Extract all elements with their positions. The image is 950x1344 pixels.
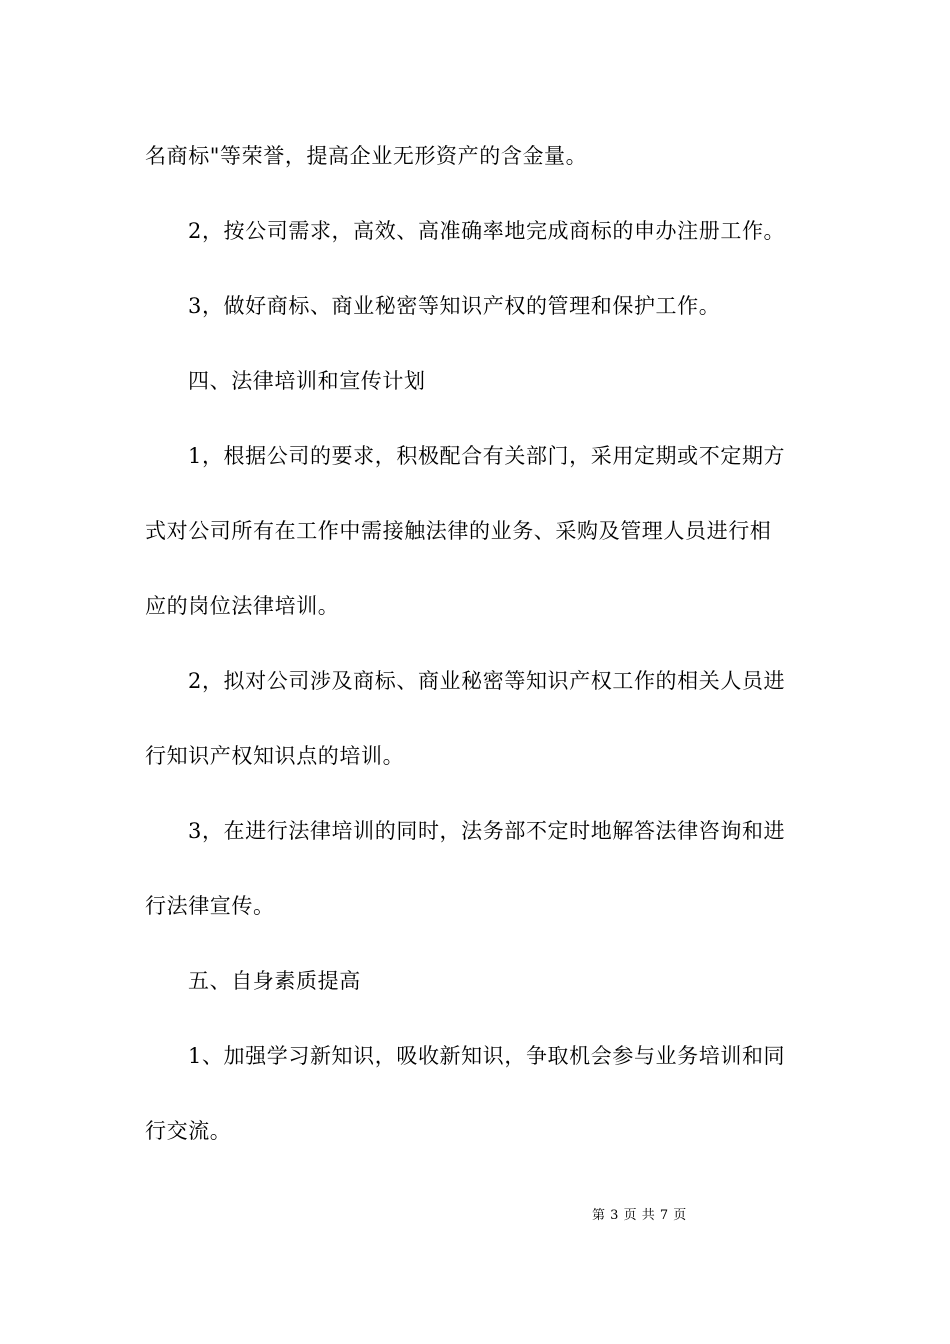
footer-prefix: 第 xyxy=(592,1208,606,1223)
text-line: 行知识产权知识点的培训。 xyxy=(145,744,405,768)
footer-mid: 页 共 xyxy=(623,1208,656,1223)
text-line: 行法律宣传。 xyxy=(145,894,275,918)
text-line: 行交流。 xyxy=(145,1119,232,1143)
footer-total-pages: 7 xyxy=(659,1208,669,1223)
page-number-footer xyxy=(592,1208,687,1224)
text-line: 2，按公司需求，高效、高准确率地完成商标的申办注册工作。 xyxy=(188,219,786,243)
text-line: 3，在进行法律培训的同时，法务部不定时地解答法律咨询和进 xyxy=(188,819,786,843)
text-line: 名商标"等荣誉，提高企业无形资产的含金量。 xyxy=(145,144,588,168)
section-heading: 四、法律培训和宣传计划 xyxy=(188,369,426,393)
footer-suffix: 页 xyxy=(673,1208,687,1223)
section-heading: 五、自身素质提高 xyxy=(188,969,361,993)
text-line: 2，拟对公司涉及商标、商业秘密等知识产权工作的相关人员进 xyxy=(188,669,786,693)
text-line: 1，根据公司的要求，积极配合有关部门，采用定期或不定期方 xyxy=(188,444,786,468)
text-line: 应的岗位法律培训。 xyxy=(145,594,340,618)
footer-current-page: 3 xyxy=(610,1208,619,1223)
text-line: 1、加强学习新知识，吸收新知识，争取机会参与业务培训和同 xyxy=(188,1044,786,1068)
text-line: 式对公司所有在工作中需接触法律的业务、采购及管理人员进行相 xyxy=(145,519,772,543)
text-line: 3，做好商标、商业秘密等知识产权的管理和保护工作。 xyxy=(188,294,721,318)
